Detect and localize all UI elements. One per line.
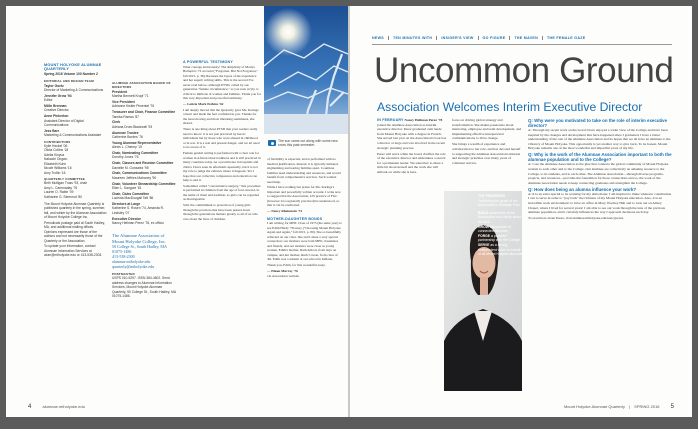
priority-item-serve — [478, 243, 524, 257]
top-priorities-text: Furthering the goals of the Association's Strategic Plan — [478, 198, 520, 208]
staff-role: Editor — [44, 98, 53, 103]
association-web[interactable]: alumnae.mtholyoke.edu — [112, 258, 151, 264]
association-column — [112, 81, 176, 403]
priority-key-serve: SERVE — [478, 242, 490, 247]
officer-name: Maureen Jeffries Mahoney '90 — [112, 175, 157, 180]
priority-key-grow: GROW — [478, 224, 489, 229]
snow-sun-photo — [264, 6, 348, 134]
staff-name: Anne Pinkerton — [44, 114, 69, 119]
intro-col2-para-2: She brings a wealth of experience and collaboration to her role, and has devoted herself to supporting the Alumnae Association's mission and strategic priorities over many years of volunteer service. — [452, 142, 521, 165]
committee-member: Lauren O. Rabin '09 — [44, 190, 74, 195]
contributor-name: Kylie Heckel '06 — [44, 144, 68, 149]
officer-role: Chair, Nominating Committee — [112, 151, 159, 156]
intro-column-1 — [377, 118, 447, 188]
letters-signature-1: — Nancy Rheinstein '74 — [267, 209, 302, 214]
staff-heading: EDITORIAL AND DESIGN TEAM — [44, 79, 94, 84]
officer-role: Treasurer and Chair, Finance Committee — [112, 110, 176, 115]
officer-role: Young Alumnae Representative — [112, 140, 162, 145]
qa-closing: To read more about Perez, visit alumnae.mtholyoke.edu/nancyperez. — [528, 216, 624, 221]
right-footer: Mount Holyoke Alumnae Quarterly | SPRING 2016 5 — [563, 404, 674, 410]
officer-list — [112, 90, 176, 226]
board-heading: ALUMNAE ASSOCIATION BOARD OF DIRECTORS — [112, 81, 171, 90]
contributors-heading: CONTRIBUTORS — [44, 139, 71, 144]
right-page — [350, 6, 692, 417]
officer-name: Adriana Drum Blackwell '93 — [112, 124, 153, 129]
officer-name: Nancy Hellman Perez '78, ex officio — [112, 221, 164, 226]
top-priorities — [478, 194, 524, 354]
officer-role: Alumnae Trustee — [112, 130, 139, 135]
camera-icon — [268, 140, 276, 146]
contributor-name: Nakachi Ongwu — [44, 157, 68, 162]
intro-para-2: Perez will serve while the board clarifies the role of the executive director and undertakes a search for a permanent leader. We asked her to share a little bit about herself and the work she will embark on while she is here. — [377, 151, 446, 174]
contact-text: To update your information, contact Alumnae Information Services at alum@mtholyoke.edu or 413-538-2303. — [44, 244, 103, 258]
officer-role: Vice President — [112, 100, 135, 105]
tribute-para-5: Sometimes called "concentrative surgery," this procedure is performed in children from the age of four onward, in the name of ritual and tradition, so girls can be regarded as marriageable. — [183, 183, 261, 202]
left-footer-web: alumnae.mtholyoke.edu — [42, 404, 85, 409]
priority-text-serve: as a strong, independent voice on behalf of all Mount Holyoke alumnae. — [478, 242, 524, 257]
tribute-para-6: Still, the commitment to protection of young girls through the practices that have been passed down through the generations matters greatly to all of us who care about the lives of children. — [183, 203, 259, 221]
qa-answer-1: A: Through my recent work on the board I have enjoyed a wider view of the College and have been inspired by the changes and development that have happened since I graduated. I have a better understanding of the role of the Alumnae Association and its hopes that we all have an alumnae to the vibrancy of Mount Holyoke. This opportunity is yet another way to give back. To be honest, Mount Holyoke remains one of the most wonderful and impactful years of my life. — [528, 128, 671, 151]
committee-member: Amy L. Cammaday '76 — [44, 185, 78, 190]
staff-role: Assistant Director of Digital Communications — [44, 118, 84, 128]
officer-name: Dorothy Jones '76 — [112, 155, 139, 160]
left-footer — [28, 404, 85, 410]
association-phone: 413-538-2300 — [112, 253, 135, 259]
right-page-number: 5 — [670, 404, 674, 410]
right-footer-publication: Mount Holyoke Alumnae Quarterly — [563, 404, 625, 409]
officer-role: Clerk — [112, 120, 121, 125]
committee-member: Katharine G. Steenrod '80 — [44, 194, 83, 199]
snow-sun-illustration — [264, 6, 348, 134]
qa-question-3: Q: How does being an alumna influence your work? — [528, 186, 637, 192]
letters-para-4: Thank you, Edith, for this wonderful essay. — [267, 263, 326, 268]
staff-list — [44, 84, 107, 138]
tribute-para-2: I am deeply moved that the Quarterly gave Ms. Karings a heart and made me feel confident in you. Thanks for the most moving and most liberating sentiments, she shared. — [183, 107, 259, 126]
committee-heading: QUARTERLY COMMITTEE — [44, 176, 85, 181]
letters-signature-2: — Eileen Murray '76 — [267, 269, 298, 274]
staff-name: Jess Barr — [44, 128, 60, 133]
officer-name: Catherine Bordes '76 — [112, 135, 143, 140]
officer-name: Lucinda MacDougall Taft '86 — [112, 196, 154, 201]
tribute-column — [183, 60, 261, 405]
staff-name: Taylor Goetz — [44, 83, 64, 88]
committee-member: Beth Mulligan Truss '93, chair — [44, 181, 88, 186]
contributor-name: Adelia Kinyua — [44, 152, 65, 157]
section-nav — [372, 36, 589, 40]
article-title: Association Welcomes Interim Executive Director — [377, 100, 643, 114]
nav-ten-minutes-with[interactable]: TEN MINUTES WITH — [388, 36, 436, 40]
nav-rule — [372, 44, 672, 45]
staff-role: Creative Director — [44, 108, 69, 113]
masthead-issue: Spring 2016 Volume 100 Number 2 — [44, 71, 98, 76]
nav-news[interactable]: NEWS — [372, 36, 384, 40]
letters-heading-2: MOTHER-DAUGHTER BONDS — [267, 216, 323, 221]
section-title: Uncommon Ground — [374, 51, 674, 90]
letters-column — [267, 157, 343, 405]
priority-text-forge: a powerful partnership with the College. — [478, 233, 521, 243]
tribute-signature: — Leticia Mark Perkins '62 — [183, 101, 224, 106]
intro-lead: IN FEBRUARY — [377, 118, 404, 122]
officer-name: Danielle M. Gonzalez '95 — [112, 165, 149, 170]
top-priorities-heading: TOP PRIORITIES — [478, 194, 506, 198]
officer-role: President — [112, 89, 128, 94]
priority-key-build: BUILD — [478, 210, 489, 215]
officer-role: Chair, Clubs Committee — [112, 191, 150, 196]
priority-item-grow — [478, 225, 524, 234]
qa-column — [528, 118, 672, 402]
priority-key-forge: FORGE — [478, 233, 491, 238]
priority-item-forge — [478, 234, 524, 243]
letters-para-3: I am writing for MHC Class of 1975 (the same year) to see Edith Hardy '78 essay ("Choosing Mount Holyoke Again and Again," fall 2015, p. 80). She so beautifully reflected on our class. She and I share a very special connection: our mothers were both MHC classmates and friends, and our mothers were close as young women. Edith's mother, Ruth Abbott, from days on campus, and her mother, Ruth Cowan, from class of '46. Edith was a student at our school in Indiana. — [267, 221, 342, 262]
officer-role: Chair, Volunteer Stewardship Committee — [112, 181, 176, 186]
letters-signature-2-title: via Association website — [267, 273, 300, 278]
officer-name: Ellen L. Sangore '81 — [112, 186, 142, 191]
nav-the-female-gaze[interactable]: THE FEMALE GAZE — [542, 36, 589, 40]
nav-insiders-view[interactable]: INSIDER'S VIEW — [436, 36, 477, 40]
officer-name: Katherine S. Rosen '74, Amanda R. Lindsley '07 — [112, 206, 164, 215]
intro-lead-name: Nancy Hellman Perez '78 — [404, 118, 443, 122]
priority-text-grow: the number of connected alumnae. — [478, 224, 511, 234]
committee-list — [44, 181, 107, 199]
contributor-name: Nicole Williams '16 — [44, 166, 72, 171]
intro-column-2 — [452, 118, 524, 188]
priority-item-build — [478, 211, 524, 225]
letters-para-1: of flexibility is expected, and is performed with no medical justification. Instead, it is typically initiated, stigmatizing and tearing families apart. Countless families need understanding and resources, and would benefit from comprehensive services. Such women need help. — [267, 157, 341, 184]
intro-text: joined the Alumnae Association as interim executive director. Perez graduated cum laude from Mount Holyoke with a degree in French. She served last year on the Association's board as a director at large and was involved in the recent strategic planning process. — [377, 122, 447, 150]
magazine-spread — [6, 6, 692, 417]
priority-text-build: awareness of the Association and clarify about its work. — [478, 210, 522, 224]
officer-name: Adrianne Kistler Pimentel '76 — [112, 104, 155, 109]
staff-role: Marketing & Communications Assistant — [44, 133, 102, 138]
qa-question-1: Q: Why were you motivated to take on the role of interim executive director? — [528, 118, 668, 128]
officer-role: Directors at Large — [112, 202, 141, 207]
officer-name: Martha Bennett Kropf '71 — [112, 94, 149, 99]
nav-go-figure[interactable]: GO FIGURE — [478, 36, 510, 40]
tribute-para-3: There is one thing about PTSD that your readers really need to know: it is not just practiced by heroic individuals but by those who were abused in childhood or in war. It is a real and present danger, and we all need to be aware of it. — [183, 127, 260, 150]
contributors-list — [44, 144, 107, 175]
officer-name: Tamika Ramos '87 — [112, 114, 140, 119]
qa-answer-3: A: It is an extra special to be working for my alma mater. I am inspired to make whatever contribution I can to serve in order to "pay back" the richness of my Mount Holyoke education. Also, it is an incredible work environment: to have an office in Mary Woolley Hall and to look out on Abbey Chapel, where I lived for several years! I am able to see our work through the lens of the previous alumnae population, and it certainly influences the way I approach decisions each day. — [528, 191, 672, 215]
association-address-title: The Alumnae Association of Mount Holyoke College, Inc. — [112, 233, 166, 244]
association-address: 50 College St., South Hadley, MA 01075-1486 — [112, 243, 167, 254]
qa-answer-2: A: I see the Alumnae Association as the glue that connects the global community of Mount Holyoke women to each other and to the College. Our alumnae are collectively an amazing resource to the College, to its students, and to each other. The Alumnae Association—through diverse programs, projects, and resources—provides the foundation for those connections and so, the work of the Alumnae Association needs to keep connecting graduates and strengthen the College. — [528, 162, 669, 185]
contributor-name: Olivia Collins '18 — [44, 148, 69, 153]
subscription-text: Periodicals postage paid at South Hadley, MA, and additional mailing offices. Opinions expressed are those of the authors and not necessarily those of the Quarterly or the Association. — [44, 220, 105, 243]
tribute-para-4: Female genital cutting is performed with a clear role for women in African ritual traditions and is still practiced in many countries today. As a practitioner in hospitals and clinics I have seen its aftermath repeatedly, but it is not my role to judge the cultures where it happens. Yet I hope that our collective compassion and education can help to end it. — [183, 151, 261, 183]
right-footer-season: SPRING 2016 — [634, 404, 660, 409]
postmaster-text: USPS 010-5297. ISSN 384-4602. Send address changes to Alumnae Information Services, Mount Holyoke Alumnae Quarterly, 50 College St., South Hadley, MA 01075-1486. — [112, 276, 176, 298]
intro-col2-para-1: focus on driving global strategy and transformation. She makes passionate about mentoring, employee and team development, and implementing effective interpersonal communications to drive change. — [452, 118, 522, 141]
officer-role: Chair, Classes and Reunion Committee — [112, 161, 174, 166]
left-page — [6, 6, 348, 417]
postmaster-heading: POSTMASTER — [112, 271, 135, 276]
officer-name: Alexis L. Cheney '15 — [112, 145, 142, 150]
staff-role: Director of Marketing & Communications — [44, 88, 104, 93]
qa-question-2: Q: Why is the work of the Alumnae Association important to both the alumnae population and to the College? — [528, 152, 672, 163]
left-page-number: 4 — [28, 404, 32, 410]
nav-the-maven[interactable]: THE MAVEN — [509, 36, 542, 40]
letters-para-2: While I have nothing but praise for Ms. Karings's important and powerfully written account, I write now to suggest that the Association, UN practice of FGC (however it is regionally practiced) be understood, so that it can be eradicated. — [267, 185, 341, 208]
staff-name: Millie Brennan — [44, 104, 67, 109]
contributor-name: Elizabeth Kuhn — [44, 161, 67, 166]
intro-para-1 — [377, 118, 447, 150]
officer-role: Executive Director — [112, 216, 141, 221]
photo-caption: The sun came out along with some new snow this past semester. — [278, 139, 338, 148]
staff-name: Jennifer Grow '94 — [44, 93, 72, 98]
association-email[interactable]: quarterly@mtholyoke.edu — [112, 263, 155, 269]
masthead-title: MOUNT HOLYOKE ALUMNAE QUARTERLY — [44, 63, 102, 72]
masthead-column — [44, 63, 107, 401]
tribute-para-1: What courage and honesty! The simplicity of Marlys Barlapia's '72 account ("Forgotten, But Not Forgotten," fall 2015, p. 38) discusses the layers of the experience and her superb writing skills. This is the second I've never read before, although PTSD, called by our generation "female circumstance," as you note wryly, is critical to millions of women and families. Thank you for this very important and powerful testimony. — [183, 64, 261, 100]
contributor-name: Amy Trollin '16 — [44, 170, 66, 175]
tribute-heading: A POWERFUL TESTIMONY — [183, 60, 233, 64]
about-text: The Mount Holyoke Alumnae Quarterly is published quarterly in the spring, summer, fall, and winter by the Alumnae Association of Mount Holyoke College Inc. — [44, 201, 107, 220]
officer-role: Chair, Communications Committee — [112, 171, 167, 176]
